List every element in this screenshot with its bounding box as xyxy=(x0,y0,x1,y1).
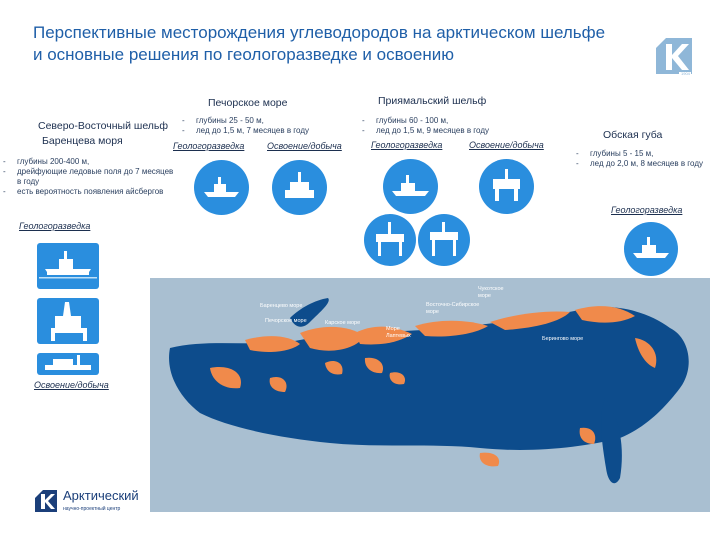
platform-icon xyxy=(37,353,99,375)
ob-title: Обская губа xyxy=(603,129,663,141)
yamal-rig-icon-1 xyxy=(364,214,416,266)
yamal-bullet-1: глубины 60 - 100 м, xyxy=(376,116,449,125)
yamal-bullets: - глубины 60 - 100 м, - лед до 1,5 м, 9 месяцев в году xyxy=(362,116,489,135)
barents-bullet-1: глубины 200-400 м, xyxy=(17,157,90,166)
pechora-bullet-2: лед до 1,5 м, 7 месяцев в году xyxy=(196,126,309,135)
pechora-bullets: - глубины 25 - 50 м, - лед до 1,5 м, 7 месяцев в году xyxy=(182,116,309,135)
barents-explore-link[interactable]: Геологоразведка xyxy=(19,221,91,231)
map-label-laptev: Море Лаптевых xyxy=(386,326,411,339)
barents-bullet-3: есть вероятность появления айсбергов xyxy=(17,187,164,196)
pechora-title: Печорское море xyxy=(208,97,288,109)
ob-bullet-1: глубины 5 - 15 м, xyxy=(590,149,654,158)
map-label-chukchi: Чукотское море xyxy=(478,286,504,299)
icebreaker-ship-icon xyxy=(37,243,99,289)
map-label-barents: Баренцево море xyxy=(260,303,303,309)
pechora-ship-icon xyxy=(194,160,249,215)
drilling-rig-icon xyxy=(37,298,99,344)
footer-company-sub: научно-проектный центр xyxy=(63,506,121,512)
yamal-rig-icon-2 xyxy=(418,214,470,266)
ob-explore-link[interactable]: Геологоразведка xyxy=(611,205,683,215)
yamal-develop-link[interactable]: Освоение/добыча xyxy=(469,140,544,150)
ob-bullet-2: лед до 2,0 м, 8 месяцев в году xyxy=(590,159,703,168)
map-label-east-siberian: Восточно-Сибирское море xyxy=(426,302,480,315)
logo-year: 1904 xyxy=(681,71,690,76)
page-title: Перспективные месторождения углеводородов на арктическом шельфе и основные решения по геологоразведке и освоению xyxy=(33,23,606,64)
map-label-bering: Берингово море xyxy=(542,336,584,342)
pechora-bullet-1: глубины 25 - 50 м, xyxy=(196,116,264,125)
yamal-title: Приямальский шельф xyxy=(378,95,487,107)
map-label-pechora: Печорское море xyxy=(265,318,307,324)
pechora-develop-link[interactable]: Освоение/добыча xyxy=(267,141,342,151)
arctic-map xyxy=(150,278,710,512)
barents-bullets: - глубины 200-400 м, - дрейфующие ледовые поля до 7 месяцев в году - есть вероятность появления айсбергов xyxy=(3,157,174,196)
pechora-explore-link[interactable]: Геологоразведка xyxy=(173,141,245,151)
yamal-platform-icon xyxy=(479,159,534,214)
yamal-bullet-2: лед до 1,5 м, 9 месяцев в году xyxy=(376,126,489,135)
barents-title-line1: Северо-Восточный шельф xyxy=(38,120,169,132)
company-logo xyxy=(652,34,696,78)
map-label-kara: Карское море xyxy=(325,320,361,326)
footer-logo xyxy=(33,486,168,518)
ob-bullets: - глубины 5 - 15 м, - лед до 2,0 м, 8 месяцев в году xyxy=(576,149,703,168)
barents-bullet-2: дрейфующие ледовые поля до 7 месяцев в году xyxy=(17,167,174,186)
ob-ship-icon xyxy=(624,222,678,276)
barents-title-line2: Баренцева моря xyxy=(42,135,123,147)
yamal-ship-icon xyxy=(383,159,438,214)
barents-develop-link[interactable]: Освоение/добыча xyxy=(34,380,109,390)
footer-company-name: Арктический xyxy=(63,488,139,503)
footer-logo-mark-icon xyxy=(33,488,59,514)
pechora-platform-icon xyxy=(272,160,327,215)
yamal-explore-link[interactable]: Геологоразведка xyxy=(371,140,443,150)
